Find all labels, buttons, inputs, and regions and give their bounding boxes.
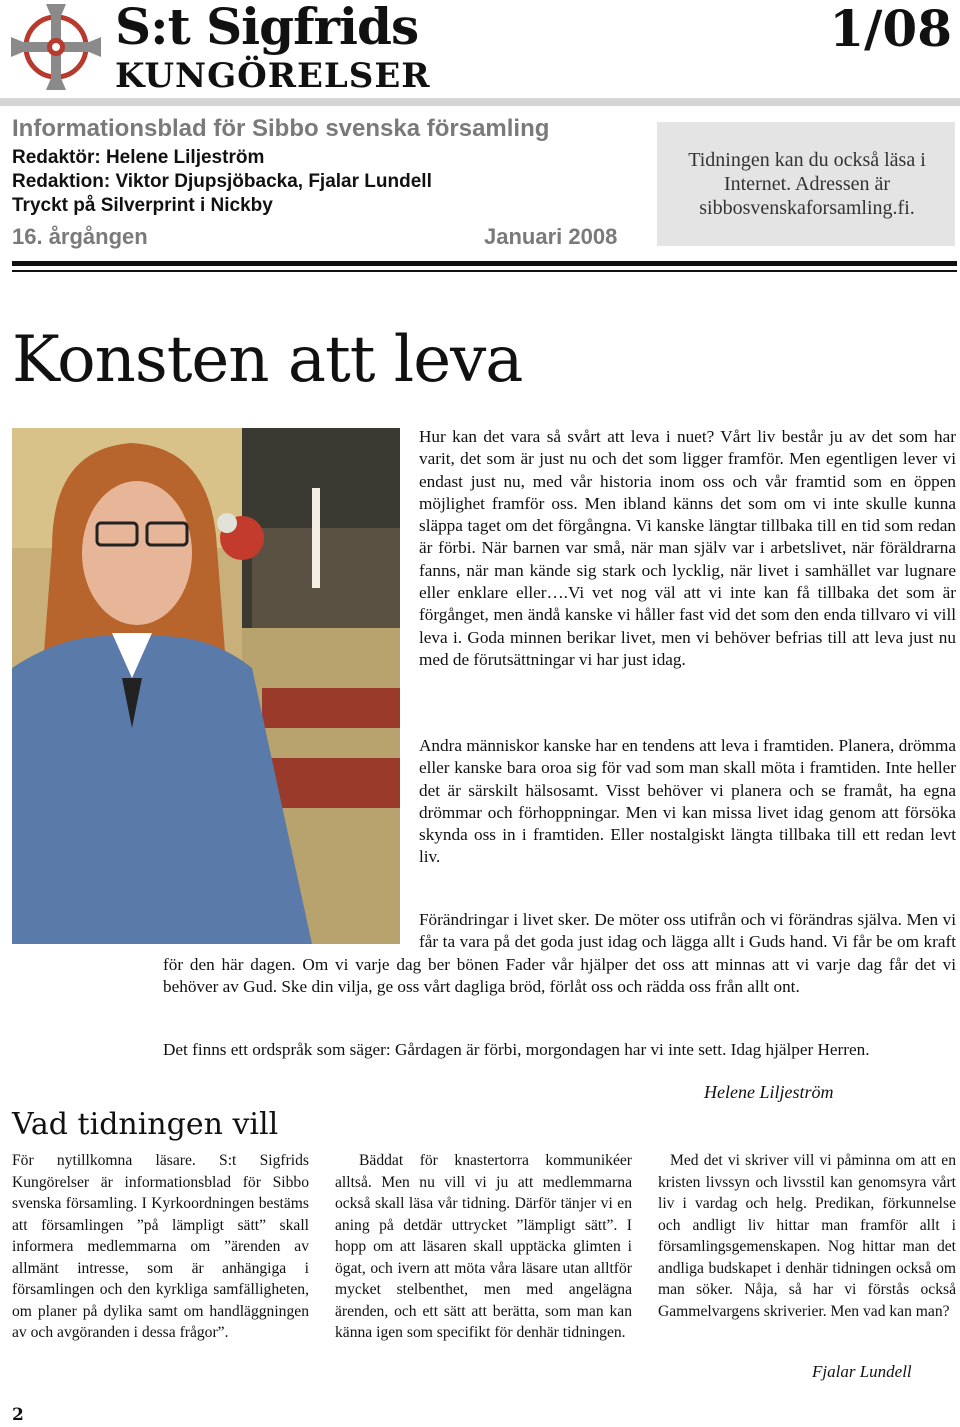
issue-date: Januari 2008 (484, 224, 618, 249)
printer-line: Tryckt på Silverprint i Nickby (12, 195, 273, 216)
author-photo (12, 428, 400, 944)
header-rule-thick (12, 261, 957, 266)
article-paragraph-1: Hur kan det vara så svårt att leva i nuet? Vårt liv består ju av det som har varit, det som är just nu och det som ligger framför. Men egentligen lever vi endast just nu, med vår historia inom oss och vår framtid som en öppen möjlighet framför oss. Men ibland känns det som om vi inte skulle kunna släppa taget om det förgångna. Vi kanske längtar tillbaka till en tid som redan är förbi. När barnen var små, när man själv var i arbetslivet, när föräldrarna fanns, när man kände sig stark och lycklig, när livet i samhället var lugnare eller enklare eller….Vi vet nog väl att vi inte kan få tillbaka det som är förgånget, men ändå kanske vi håller fast vid det som den enda tillvaro vi vill leva i. Goda minnen berikar livet, men vi behöver befrias till att leva just nu med de förutsättningar vi har just idag. (419, 427, 956, 669)
masthead-subtitle: KUNGÖRELSER (115, 56, 431, 96)
masthead-title: S:t Sigfrids (115, 0, 419, 56)
volume-label: 16. årgången (12, 224, 148, 249)
issue-number: 1/08 (829, 0, 952, 58)
staff-line: Redaktion: Viktor Djupsjöbacka, Fjalar Lundell (12, 171, 432, 192)
publication-description: Informationsblad för Sibbo svenska församling (12, 115, 550, 142)
section-signature: Fjalar Lundell (812, 1362, 912, 1381)
article-paragraph-3 (163, 909, 956, 998)
web-notice-text: Tidningen kan du också läsa i Internet. Adressen är sibbosvenskaforsamling.fi. (688, 149, 926, 219)
section-heading: Vad tidningen vill (12, 1107, 279, 1142)
section-column-1: För nytillkomna läsare. S:t Sigfrids Kungörelser är informationsblad för Sibbo svenska församling. I Kyrkoordningen bestäms att församlingen ”på lämpligt sätt” skall informera medlemmarna om ”ärenden av allmänt intresse, som är anhängiga i församlingen och den kyrkliga samfälligheten, om planer på dylika samt om handläggningen av och avgöranden i dessa frågor”. (12, 1152, 309, 1341)
page-number: 2 (12, 1405, 24, 1425)
article-signature: Helene Liljeström (704, 1082, 834, 1102)
article-headline: Konsten att leva (12, 323, 523, 397)
article-paragraph-3-text: Förändringar i livet sker. De möter oss utifrån och vi förändras själva. Men vi får ta vara på det goda just idag och lägga allt i Guds hand. Vi får be om kraft för den här dagen. Om vi varje dag ber bönen Fader vår hjälper det oss att minnas att vi varje dag får det vi behöver av Gud. Ske din vilja, ge oss vårt dagliga bröd, förlåt oss och rädda oss från allt ont. (163, 910, 956, 996)
section-column-3: Med det vi skriver vill vi påminna om att en kristen livssyn och livsstil kan genomsyra vårt liv i vardag och helg. Predikan, förkunnelse och andligt liv hittar man framför allt i församlingsgemenskapen. Nog hittar man det andliga budskapet i denhär tidningen också om man söker. Nåja, så har vi förstås också Gammelvargens skriverier. Men vad kan man? (658, 1152, 956, 1320)
header-rule-thin (12, 270, 957, 272)
editor-line: Redaktör: Helene Liljeström (12, 147, 265, 168)
parish-logo (8, 2, 104, 92)
section-column-2: Bäddat för knastertorra kommunikéer alltså. Men nu vill vi ju att medlemmarna också skall läsa vår tidning. Därför tänjer vi en aning på detdär uttrycket ”lämpligt sätt”. I hopp om att läsaren skall upptäcka glimten i ögat, och ivern att möta våra läsare utan alltför mycket stelbenthet, men med angelägna ärenden, och ett sätt att berätta, som man kan känna igen som specifikt för denhär tidningen. (335, 1152, 632, 1341)
article-paragraph-4: Det finns ett ordspråk som säger: Gårdagen är förbi, morgondagen har vi inte sett. Idag hjälper Herren. (163, 1040, 870, 1059)
header-divider (0, 98, 960, 106)
article-paragraph-2: Andra människor kanske har en tendens att leva i framtiden. Planera, drömma eller kanske bara oroa sig för vad som man skall möta i framtiden. Inte heller det är särskilt hälsosamt. Visst behöver vi planera och se framåt, ha egna drömmar och förhoppningar. Men vi kan missa livet idag genom att försöka skynda oss in i framtiden. Eller nostalgiskt längta tillbaka till ett redan levt liv. (419, 736, 956, 867)
